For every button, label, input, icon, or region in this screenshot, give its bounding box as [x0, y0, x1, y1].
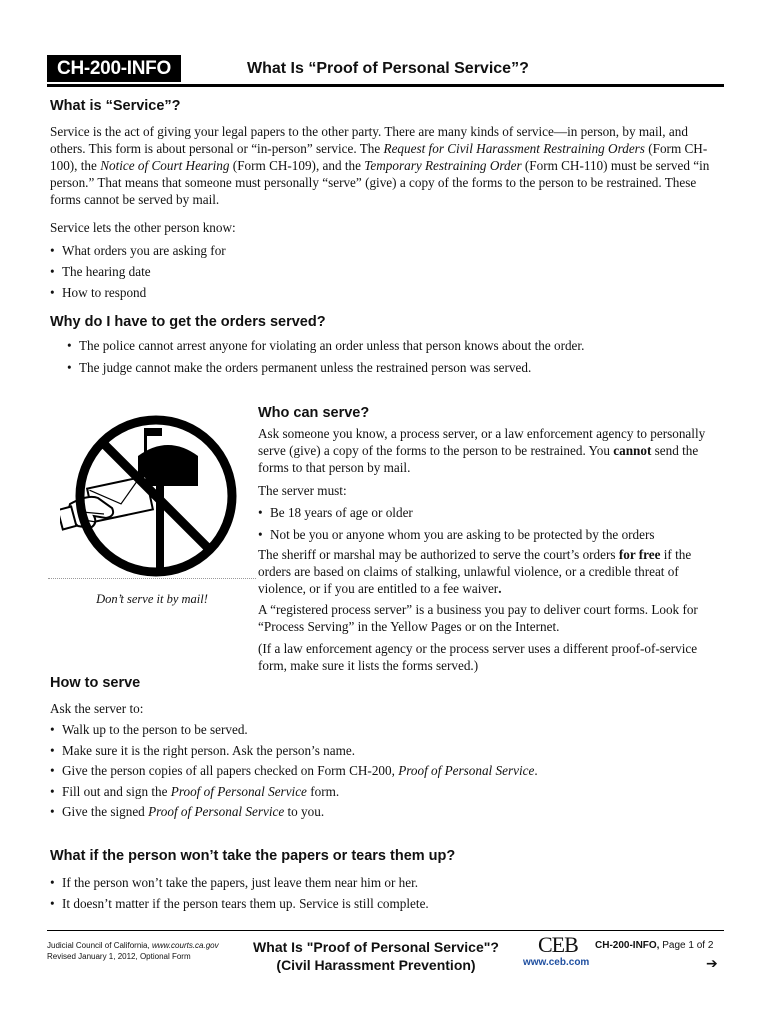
text-run: Proof of Personal Service: [398, 763, 535, 778]
list-item: [50, 802, 538, 823]
footer-divider: [47, 930, 724, 931]
who-paragraph-2: [258, 546, 726, 597]
text-run: .: [498, 581, 502, 596]
text-run: The sheriff or marshal may be authorized to serve the court’s orders: [258, 547, 619, 562]
footer-form-id: CH-200-INFO,: [595, 940, 660, 951]
list-item: [50, 761, 538, 782]
refuse-bullet-list: [50, 872, 429, 914]
heading-how-to-serve: How to serve: [50, 675, 141, 691]
how-bullet-list: [50, 720, 538, 823]
footer-title-line2: (Civil Harassment Prevention): [276, 957, 476, 973]
server-must-label: The server must:: [258, 483, 347, 498]
footer-title-line1: What Is "Proof of Personal Service"?: [253, 939, 499, 955]
text-run: Request for Civil Harassment Restraining Orders: [383, 141, 645, 156]
page-title: What Is “Proof of Personal Service”?: [247, 60, 529, 77]
footer-revised: Revised January 1, 2012, Optional Form: [47, 952, 191, 961]
text-run: Notice of Court Hearing: [100, 158, 230, 173]
no-mail-illustration: [60, 412, 250, 582]
text-run: Ask someone you know, a process server, or a law enforcement agency to personally serve (give) a copy of the forms to the person to be restrained. You: [258, 426, 706, 458]
header-divider: [47, 84, 724, 87]
list-item: • How to respond: [50, 282, 226, 303]
text-run: Fill out and sign the: [62, 783, 171, 799]
text-run: (Form CH-100), the: [50, 141, 708, 173]
text-run: (Form CH-109), and the: [229, 158, 365, 173]
list-item: • The police cannot arrest anyone for violating an order unless that person knows about the order.: [55, 335, 584, 357]
text-run: to you.: [284, 804, 325, 819]
footer-source: [47, 940, 219, 962]
text-run: send the forms to that person by mail.: [258, 443, 699, 475]
text-run: for free: [618, 547, 661, 562]
heading-refuse-papers: What if the person won’t take the papers or tears them up?: [50, 848, 456, 864]
mailbox-flag: [144, 428, 162, 436]
text-run: Proof of Personal Service: [170, 783, 307, 799]
heading-who-can-serve: Who can serve?: [258, 405, 370, 421]
list-item: • What orders you are asking for: [50, 240, 226, 261]
footer-page-info: [595, 940, 713, 951]
text-run: .: [534, 763, 538, 778]
text-run: Give the person copies of all papers checked on Form CH-200,: [62, 763, 399, 778]
why-bullet-list: [55, 335, 584, 379]
ceb-logo: CEB: [538, 932, 578, 957]
text-run: Temporary Restraining Order: [364, 158, 522, 173]
who-paragraph-1: [258, 425, 726, 476]
text-run: (Form CH-110) must be served “in person.” That means that someone must personally “serve” (give) a copy of the forms to the person to be restrained. These forms cannot be served by mail.: [50, 158, 710, 207]
footer-page-number: Page 1 of 2: [659, 940, 714, 951]
list-item: • If the person won’t take the papers, just leave them near him or her.: [50, 872, 429, 893]
service-bullet-list: [50, 240, 226, 303]
list-item: • The hearing date: [50, 261, 226, 282]
text-run: form.: [306, 783, 340, 799]
list-item: [50, 741, 538, 762]
text-run: Service is the act of giving your legal papers to the other party. There are many kinds of service—in person, by mail, and others. This form is about personal or “in-person” service. The: [50, 124, 688, 156]
list-item: • Not be you or anyone whom you are asking to be protected by the orders: [258, 524, 655, 546]
list-item: [50, 782, 538, 803]
list-item: [50, 720, 538, 741]
text-run: Give the signed: [62, 804, 149, 819]
how-ask-label: Ask the server to:: [50, 701, 144, 716]
service-lets-know: Service lets the other person know:: [50, 220, 236, 235]
footer-council-url[interactable]: www.courts.ca.gov: [151, 941, 219, 950]
text-run: Walk up to the person to be served.: [62, 722, 248, 737]
heading-what-is-service: What is “Service”?: [50, 98, 181, 114]
who-paragraph-4: (If a law enforcement agency or the process server uses a different proof-of-service form, make sure it lists the forms served.): [258, 641, 698, 673]
ceb-link[interactable]: www.ceb.com: [523, 957, 590, 968]
illustration-divider: [48, 578, 256, 579]
text-run: Proof of Personal Service: [148, 804, 285, 819]
list-item: • Be 18 years of age or older: [258, 502, 655, 524]
service-intro-paragraph: [50, 123, 725, 208]
server-must-list: [258, 502, 655, 546]
next-page-arrow-icon[interactable]: ➔: [706, 956, 718, 972]
footer-council: Judicial Council of California,: [47, 941, 152, 950]
text-run: Make sure it is the right person. Ask the person’s name.: [62, 742, 356, 758]
footer-title: [228, 938, 524, 974]
list-item: • The judge cannot make the orders permanent unless the restrained person was served.: [55, 357, 584, 379]
form-id-badge: CH-200-INFO: [47, 55, 181, 82]
heading-why-served: Why do I have to get the orders served?: [50, 314, 326, 330]
text-run: cannot: [613, 443, 652, 458]
illustration-caption: Don’t serve it by mail!: [96, 592, 208, 606]
text-run: if the orders are based on claims of stalking, unlawful violence, or a credible threat of violence, or if you are entitled to a fee waiver: [258, 547, 692, 596]
list-item: • It doesn’t matter if the person tears them up. Service is still complete.: [50, 893, 429, 914]
who-paragraph-3: A “registered process server” is a business you pay to deliver court forms. Look for “Process Serving” in the Yellow Pages or on the Internet.: [258, 602, 698, 634]
